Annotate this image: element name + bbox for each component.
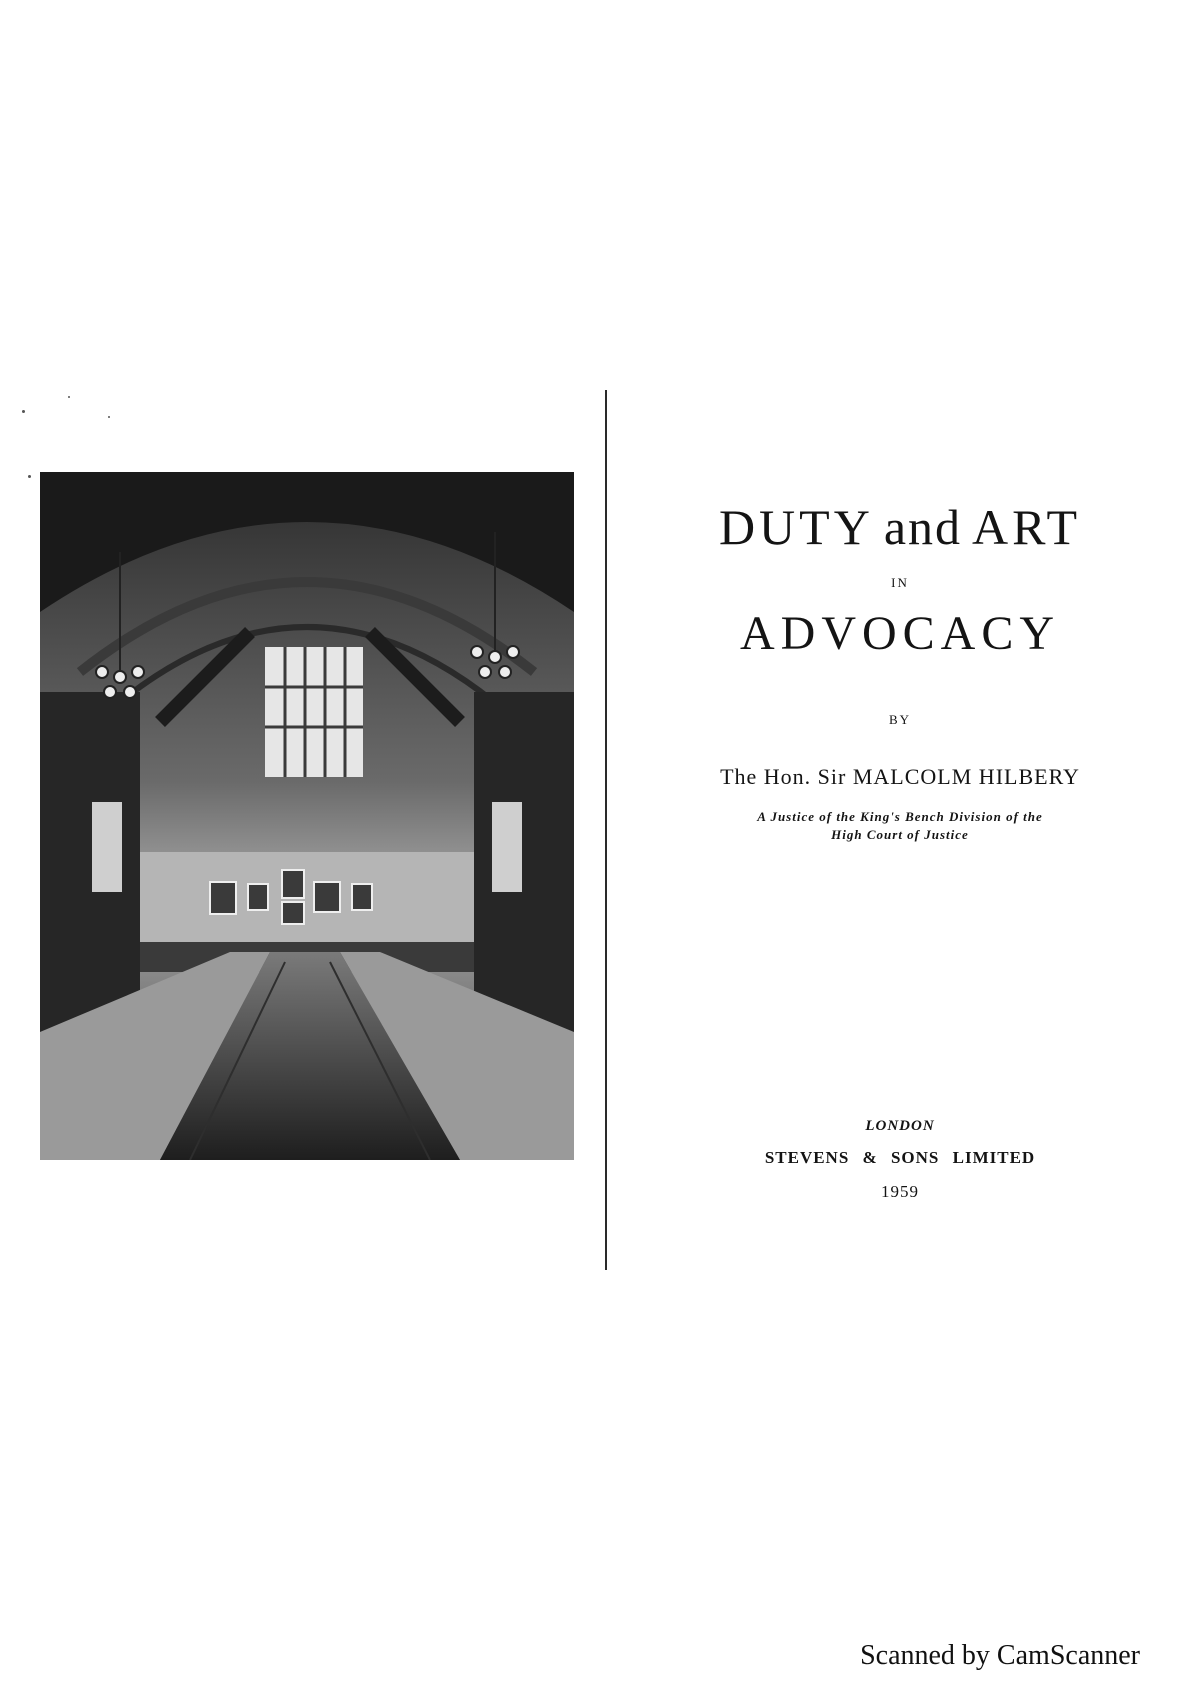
publication-year: 1959	[881, 1182, 919, 1201]
scan-speck	[108, 416, 110, 418]
author-prefix-sir: Sir	[817, 764, 847, 789]
author-prefix-hon: Hon.	[763, 764, 812, 789]
title-connector: IN	[891, 575, 909, 590]
scan-speck	[28, 475, 31, 478]
author-description-line2: High Court of Justice	[831, 827, 969, 842]
author-name	[640, 764, 1160, 790]
scan-speck	[68, 396, 70, 398]
author-prefix-the: The	[720, 764, 758, 789]
author-surname: MALCOLM HILBERY	[852, 764, 1080, 789]
by-label: BY	[888, 712, 912, 727]
frontispiece-image	[40, 472, 574, 1160]
hall-interior-photo-icon	[40, 472, 574, 1160]
publication-place: LONDON	[865, 1118, 935, 1134]
scan-speck	[22, 410, 25, 413]
title-word-and: and	[883, 499, 963, 555]
scanner-watermark: Scanned by CamScanner	[860, 1640, 1140, 1671]
title-word-duty: DUTY	[718, 499, 874, 555]
page-gutter-line	[605, 390, 607, 1270]
title-word-art: ART	[972, 499, 1082, 555]
book-title-line1	[640, 498, 1160, 556]
book-title-line2: ADVOCACY	[739, 607, 1060, 660]
author-description-line1: A Justice of the King's Bench Division of the	[757, 809, 1043, 824]
author-description	[640, 808, 1160, 844]
publisher-name: STEVENS & SONS LIMITED	[764, 1148, 1036, 1167]
